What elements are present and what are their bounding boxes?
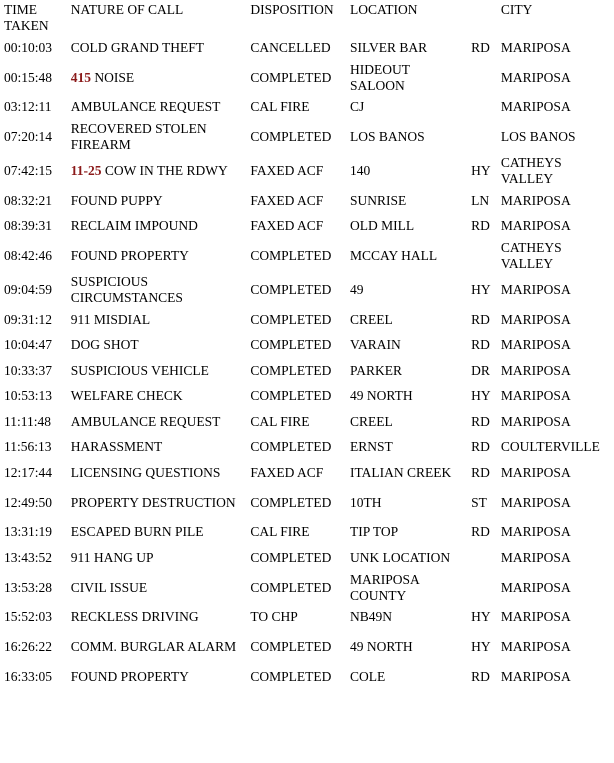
cell-time: 11:56:13 — [4, 439, 52, 455]
table-row — [0, 61, 614, 95]
cell-nature — [67, 333, 247, 359]
cell-nature — [67, 605, 247, 631]
cell-time: 08:32:21 — [4, 192, 53, 208]
cell-suffix: ST — [471, 494, 487, 510]
cell-time: 12:49:50 — [4, 494, 53, 510]
cell-nature — [67, 307, 247, 333]
cell-location: 140 — [350, 163, 371, 178]
table-row — [0, 273, 614, 307]
cell-nature — [67, 571, 247, 605]
cell-location: PARKER — [350, 362, 403, 378]
cell-nature — [67, 214, 247, 240]
cell-suffix — [467, 571, 497, 605]
cell-disposition: CAL FIRE — [250, 524, 310, 540]
cell-city: MARIPOSA — [500, 99, 571, 115]
cell-suffix: HY — [471, 163, 491, 178]
table-row — [0, 188, 614, 214]
cell-nature — [67, 409, 247, 435]
cell-disposition: TO CHP — [250, 609, 298, 625]
cell-nature — [67, 61, 247, 95]
cell-disposition: FAXED ACF — [250, 192, 324, 208]
cell-time: 11:11:48 — [4, 413, 51, 429]
table-row — [0, 435, 614, 461]
header-disposition: DISPOSITION — [250, 2, 334, 17]
cell-time: 09:04:59 — [4, 282, 53, 297]
cell-city: MARIPOSA — [500, 388, 571, 404]
cell-time: 07:20:14 — [4, 129, 53, 144]
cell-location: LOS BANOS — [350, 129, 425, 144]
cell-time: 13:53:28 — [4, 579, 53, 595]
cell-time: 16:33:05 — [4, 668, 53, 684]
cell-disposition: COMPLETED — [250, 337, 332, 353]
cell-location: 49 NORTH — [350, 388, 413, 404]
cell-location: ITALIAN CREEK — [350, 464, 452, 480]
cell-city: COULTERVILLE — [500, 439, 600, 455]
cell-disposition: FAXED ACF — [250, 464, 324, 480]
nature-text: 911 HANG UP — [70, 549, 154, 565]
cell-city: MARIPOSA — [500, 668, 571, 684]
cell-location: MCCAY HALL — [350, 248, 438, 263]
cell-suffix: RD — [471, 439, 490, 455]
cell-location: CJ — [350, 99, 365, 115]
cell-suffix — [467, 545, 497, 571]
nature-text: WELFARE CHECK — [70, 388, 183, 404]
nature-text: PROPERTY DESTRUCTION — [70, 494, 236, 510]
cell-disposition: COMPLETED — [250, 311, 332, 327]
cell-location: COLE — [350, 668, 386, 684]
cell-nature — [67, 545, 247, 571]
cell-city: MARIPOSA — [500, 282, 571, 297]
cell-location: NB49N — [350, 609, 393, 625]
table-row — [0, 664, 614, 690]
cell-city: MARIPOSA — [500, 337, 571, 353]
cell-time: 10:04:47 — [4, 337, 53, 353]
cell-location: HIDEOUT SALOON — [350, 61, 410, 93]
cell-time: 13:43:52 — [4, 549, 53, 565]
table-row — [0, 486, 614, 520]
cell-suffix: RD — [471, 218, 490, 234]
cell-suffix: HY — [471, 609, 491, 625]
cell-time: 00:10:03 — [4, 39, 53, 55]
cell-location: TIP TOP — [350, 524, 399, 540]
header-nature-of-call: NATURE OF CALL — [70, 2, 184, 17]
cell-suffix: HY — [471, 388, 491, 404]
nature-text: LICENSING QUESTIONS — [70, 464, 221, 480]
table-row — [0, 358, 614, 384]
cell-city: MARIPOSA — [500, 39, 571, 55]
nature-text: FOUND PROPERTY — [70, 248, 189, 263]
cell-location: SUNRISE — [350, 192, 407, 208]
cell-disposition: FAXED ACF — [250, 163, 324, 178]
cell-suffix — [467, 239, 497, 273]
cell-location: 49 — [350, 282, 364, 297]
cell-suffix: RD — [471, 524, 490, 540]
cell-city: MARIPOSA — [500, 494, 571, 510]
table-row — [0, 605, 614, 631]
table-row — [0, 571, 614, 605]
cell-disposition: CANCELLED — [250, 39, 331, 55]
cell-disposition: CAL FIRE — [250, 413, 310, 429]
table-row — [0, 630, 614, 664]
cell-suffix: RD — [471, 413, 490, 429]
cell-nature — [67, 273, 247, 307]
cell-location: SILVER BAR — [350, 39, 428, 55]
nature-text: ESCAPED BURN PILE — [70, 524, 204, 540]
cell-city: CATHEYS VALLEY — [500, 240, 562, 271]
cell-suffix: HY — [471, 282, 491, 297]
table-row — [0, 520, 614, 546]
cell-nature — [67, 35, 247, 61]
cell-suffix — [467, 61, 497, 95]
cell-city: MARIPOSA — [500, 524, 571, 540]
header-time-taken: TIME TAKEN — [4, 2, 49, 33]
table-body — [0, 35, 614, 690]
nature-text: RECOVERED STOLEN FIREARM — [70, 121, 207, 152]
cell-city: MARIPOSA — [500, 609, 571, 625]
cell-city: MARIPOSA — [500, 311, 571, 327]
cell-nature — [67, 154, 247, 188]
cell-disposition: COMPLETED — [250, 579, 332, 595]
cell-nature — [67, 239, 247, 273]
cell-disposition: COMPLETED — [250, 668, 332, 684]
cell-location: 49 NORTH — [350, 639, 413, 654]
cell-nature — [67, 664, 247, 690]
cell-suffix: HY — [471, 639, 491, 654]
cell-nature — [67, 520, 247, 546]
nature-text: AMBULANCE REQUEST — [70, 99, 221, 115]
cell-city: MARIPOSA — [500, 464, 571, 480]
nature-text: SUSPICIOUS VEHICLE — [70, 362, 209, 378]
cell-time: 13:31:19 — [4, 524, 53, 540]
cell-suffix: RD — [471, 311, 490, 327]
table-header — [0, 0, 614, 35]
nature-text: DOG SHOT — [70, 337, 139, 353]
table-row — [0, 333, 614, 359]
cell-disposition: COMPLETED — [250, 69, 332, 85]
cell-suffix: RD — [471, 464, 490, 480]
call-code: 415 — [70, 69, 91, 85]
cell-nature — [67, 435, 247, 461]
cell-time: 10:53:13 — [4, 388, 53, 404]
cell-disposition: COMPLETED — [250, 129, 332, 144]
cell-disposition: COMPLETED — [250, 639, 332, 654]
cell-city: MARIPOSA — [500, 549, 571, 565]
cell-disposition: CAL FIRE — [250, 99, 310, 115]
cell-time: 07:42:15 — [4, 163, 53, 178]
cell-disposition: COMPLETED — [250, 248, 332, 263]
header-location: LOCATION — [350, 2, 418, 17]
nature-text: 911 MISDIAL — [70, 311, 151, 327]
header-suffix — [467, 0, 497, 35]
cell-city: MARIPOSA — [500, 362, 571, 378]
cell-nature — [67, 460, 247, 486]
nature-text: SUSPICIOUS CIRCUMSTANCES — [70, 274, 183, 305]
nature-text: COLD GRAND THEFT — [70, 39, 204, 55]
table-row — [0, 239, 614, 273]
cell-time: 03:12:11 — [4, 99, 52, 115]
nature-text: RECLAIM IMPOUND — [70, 218, 198, 234]
cell-time: 08:39:31 — [4, 218, 53, 234]
nature-text: NOISE — [90, 69, 135, 85]
cell-location: ERNST — [350, 439, 393, 455]
cell-location: 10TH — [350, 494, 382, 510]
cell-location: VARAIN — [350, 337, 401, 353]
cell-disposition: COMPLETED — [250, 282, 332, 297]
cell-suffix: DR — [471, 362, 490, 378]
cell-city: MARIPOSA — [500, 218, 571, 234]
cell-time: 00:15:48 — [4, 69, 53, 85]
cell-suffix: RD — [471, 39, 490, 55]
cell-nature — [67, 95, 247, 121]
table-row — [0, 460, 614, 486]
header-city: CITY — [500, 2, 533, 17]
table-row — [0, 120, 614, 154]
cell-nature — [67, 120, 247, 154]
cell-disposition: FAXED ACF — [250, 218, 324, 234]
cell-suffix: RD — [471, 337, 490, 353]
table-row — [0, 95, 614, 121]
cell-time: 09:31:12 — [4, 311, 53, 327]
cell-nature — [67, 188, 247, 214]
cell-suffix — [467, 95, 497, 121]
cell-time: 16:26:22 — [4, 639, 53, 654]
nature-text: CIVIL ISSUE — [70, 579, 148, 595]
cell-location: OLD MILL — [350, 218, 415, 234]
cell-city: CATHEYS VALLEY — [500, 155, 562, 186]
cell-city: MARIPOSA — [500, 413, 571, 429]
cell-nature — [67, 486, 247, 520]
table-row — [0, 409, 614, 435]
nature-text: HARASSMENT — [70, 439, 163, 455]
cell-location: CREEL — [350, 413, 393, 429]
cell-time: 15:52:03 — [4, 609, 53, 625]
cell-suffix: RD — [471, 668, 490, 684]
cell-time: 10:33:37 — [4, 362, 53, 378]
cell-city: LOS BANOS — [500, 129, 576, 144]
nature-text: AMBULANCE REQUEST — [70, 413, 221, 429]
cell-suffix: LN — [471, 192, 490, 208]
cell-location: MARIPOSA COUNTY — [350, 571, 420, 603]
cell-disposition: COMPLETED — [250, 549, 332, 565]
table-row — [0, 307, 614, 333]
cell-time: 12:17:44 — [4, 464, 53, 480]
cell-disposition: COMPLETED — [250, 494, 332, 510]
cell-time: 08:42:46 — [4, 248, 53, 263]
cell-city: MARIPOSA — [500, 579, 571, 595]
cell-city: MARIPOSA — [500, 192, 571, 208]
call-code: 11-25 — [70, 163, 102, 178]
nature-text: COW IN THE RDWY — [101, 163, 228, 178]
table-row — [0, 35, 614, 61]
nature-text: RECKLESS DRIVING — [70, 609, 199, 625]
cell-suffix — [467, 120, 497, 154]
cell-nature — [67, 358, 247, 384]
table-row — [0, 545, 614, 571]
cell-disposition: COMPLETED — [250, 388, 332, 404]
cell-nature — [67, 630, 247, 664]
header-row — [0, 0, 614, 35]
table-row — [0, 154, 614, 188]
cell-city: MARIPOSA — [500, 639, 571, 654]
cell-disposition: COMPLETED — [250, 362, 332, 378]
table-row — [0, 384, 614, 410]
cell-disposition: COMPLETED — [250, 439, 332, 455]
nature-text: FOUND PROPERTY — [70, 668, 189, 684]
nature-text: FOUND PUPPY — [70, 192, 163, 208]
cell-location: CREEL — [350, 311, 393, 327]
table-row — [0, 214, 614, 240]
cell-city: MARIPOSA — [500, 69, 571, 85]
nature-text: COMM. BURGLAR ALARM — [70, 639, 237, 654]
cell-location: UNK LOCATION — [350, 549, 451, 565]
cell-nature — [67, 384, 247, 410]
